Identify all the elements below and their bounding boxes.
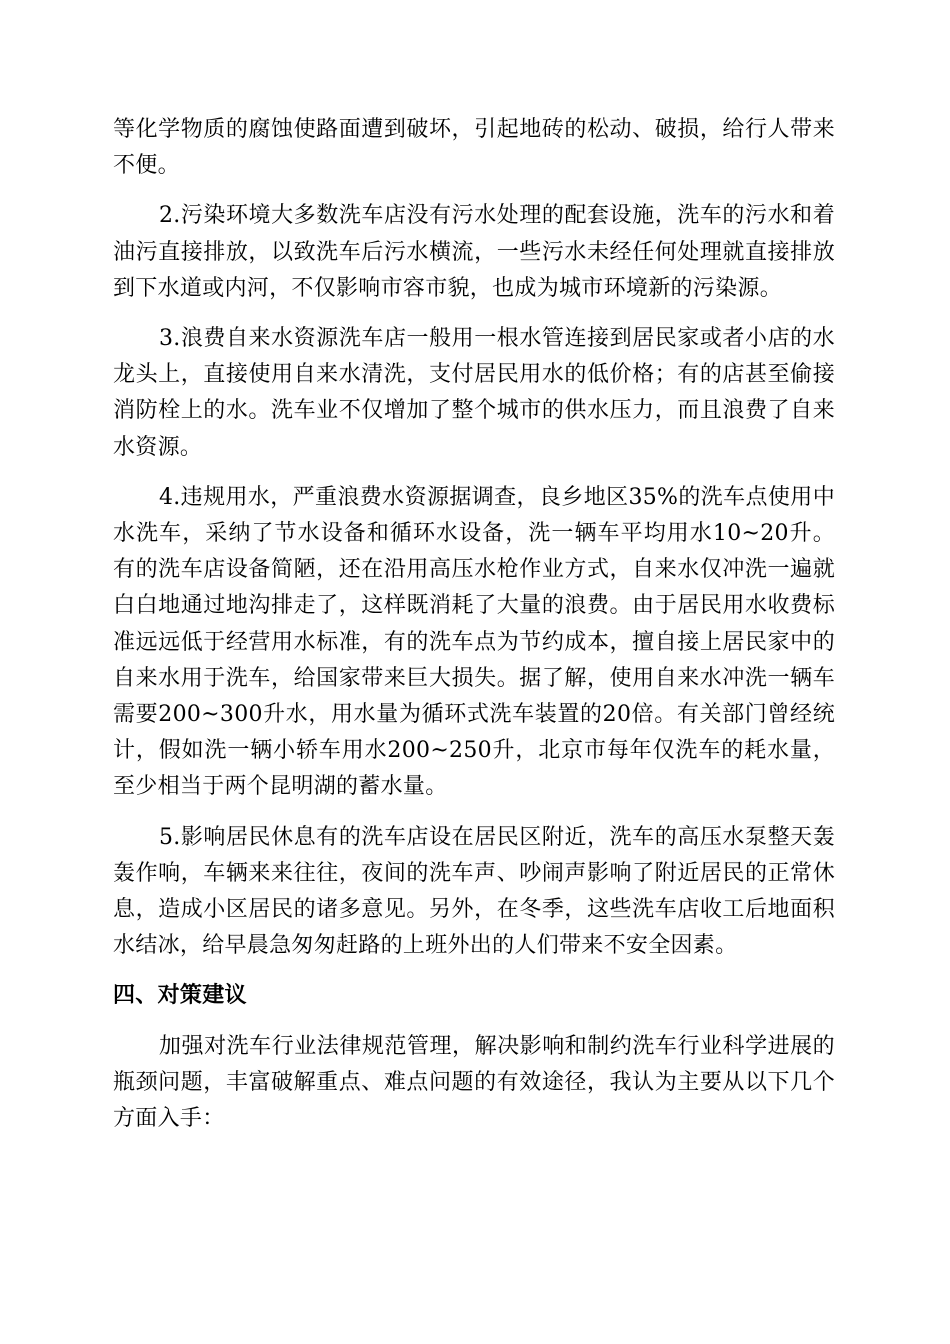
paragraph-recommendations-intro: 加强对洗车行业法律规范管理，解决影响和制约洗车行业科学进展的瓶颈问题，丰富破解重点、难点问题的有效途径，我认为主要从以下几个方面入手： [113, 1033, 835, 1132]
section-heading: 四、对策建议 [113, 983, 247, 1009]
paragraph-pollution: 2.污染环境大多数洗车店没有污水处理的配套设施，洗车的污水和着油污直接排放，以致洗车后污水横流，一些污水未经任何处理就直接排放到下水道或内河，不仅影响市容市貌，也成为城市环境新的污染源。 [113, 203, 835, 301]
paragraph-continuation: 等化学物质的腐蚀使路面遭到破坏，引起地砖的松动、破损，给行人带来不便。 [113, 117, 835, 179]
paragraph-resident-disturbance: 5.影响居民休息有的洗车店设在居民区附近，洗车的高压水泵整天轰轰作响，车辆来来往往，夜间的洗车声、吵闹声影响了附近居民的正常休息，造成小区居民的诸多意见。另外，在冬季，这些洗车店收工后地面积水结冰，给早晨急匆匆赶路的上班外出的人们带来不安全因素。 [113, 824, 835, 959]
paragraph-water-waste: 3.浪费自来水资源洗车店一般用一根水管连接到居民家或者小店的水龙头上，直接使用自来水清洗，支付居民用水的低价格；有的店甚至偷接消防栓上的水。洗车业不仅增加了整个城市的供水压力，而且浪费了自来水资源。 [113, 326, 835, 460]
paragraph-illegal-water-use: 4.违规用水，严重浪费水资源据调查，良乡地区35%的洗车点使用中水洗车，采纳了节水设备和循环水设备，洗一辆车平均用水10~20升。有的洗车店设备简陋，还在沿用高压水枪作业方式，自来水仅冲洗一遍就白白地通过地沟排走了，这样既消耗了大量的浪费。由于居民用水收费标准远远低于经营用水标准，有的洗车点为节约成本，擅自接上居民家中的自来水用于洗车，给国家带来巨大损失。据了解，使用自来水冲洗一辆车需要200~300升水，用水量为循环式洗车装置的20倍。有关部门曾经统计，假如洗一辆小轿车用水200~250升，北京市每年仅洗车的耗水量，至少相当于两个昆明湖的蓄水量。 [113, 484, 835, 800]
document-body [113, 112, 835, 1137]
